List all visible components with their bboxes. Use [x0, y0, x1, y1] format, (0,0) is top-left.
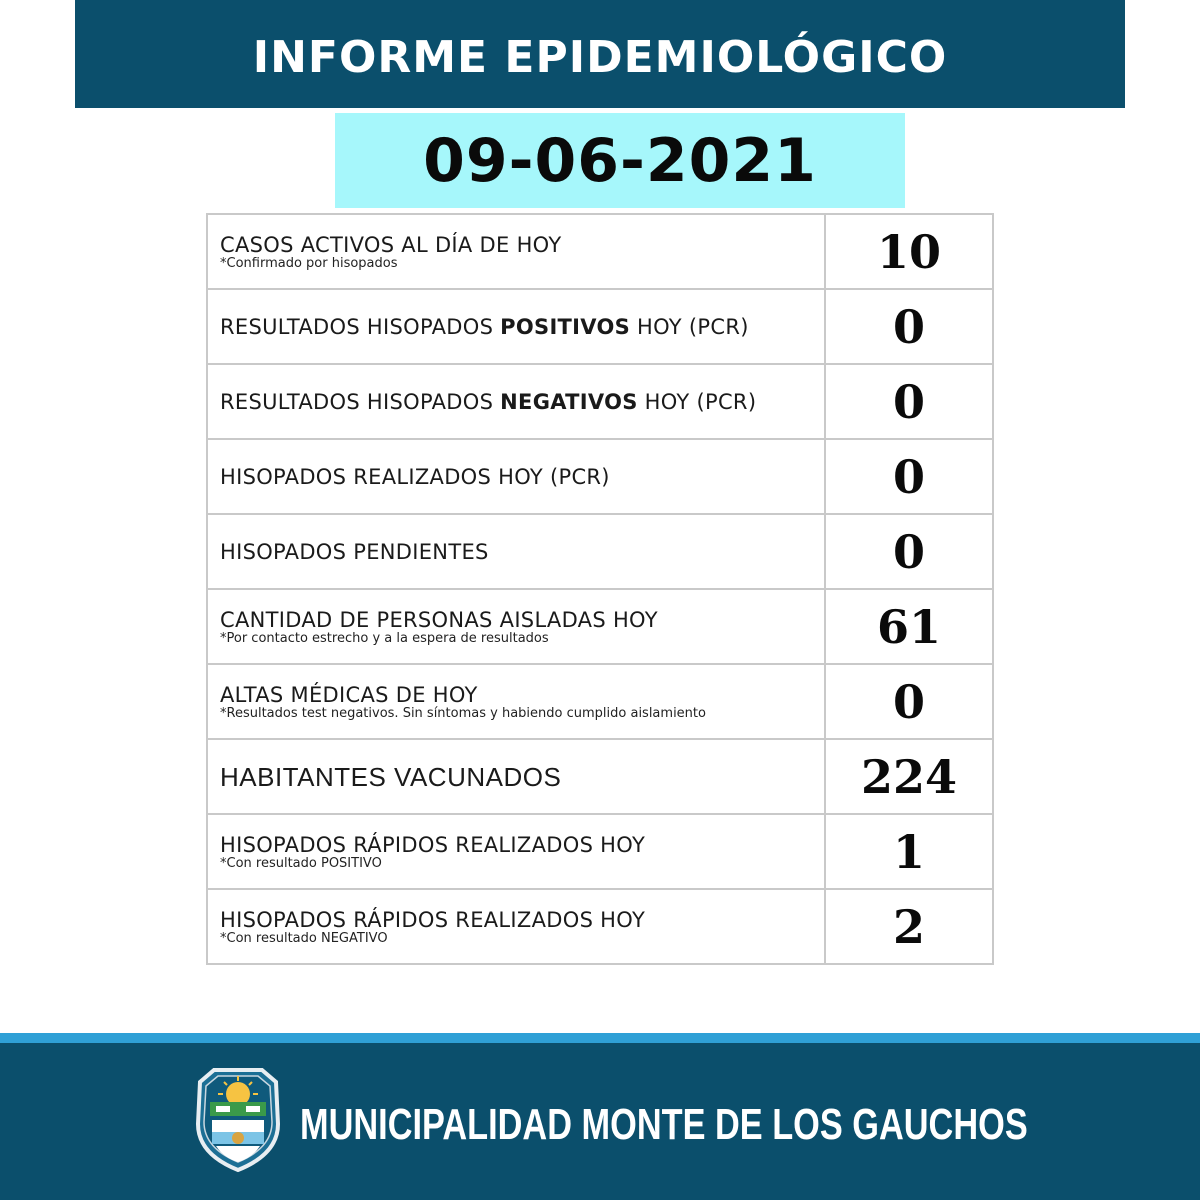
row-label: HISOPADOS RÁPIDOS REALIZADOS HOY: [220, 907, 646, 932]
row-label: [220, 390, 824, 414]
table-row: [207, 889, 993, 964]
row-value: 61: [825, 589, 993, 664]
table-row: [207, 514, 993, 589]
row-note: *Con resultado POSITIVO: [220, 855, 382, 871]
page-title: INFORME EPIDEMIOLÓGICO: [252, 31, 948, 83]
row-label-cell: [207, 889, 825, 964]
date-box: [335, 113, 905, 208]
row-label-cell: [207, 589, 825, 664]
table-row: [207, 739, 993, 814]
row-label-post: HOY (PCR): [637, 389, 757, 414]
report-table: [206, 213, 994, 965]
table-row: [207, 289, 993, 364]
row-label: CANTIDAD DE PERSONAS AISLADAS HOY: [220, 607, 658, 632]
row-value: 0: [825, 289, 993, 364]
header-banner: [75, 0, 1125, 108]
row-value: 224: [825, 739, 993, 814]
row-note: *Por contacto estrecho y a la espera de resultados: [220, 630, 549, 646]
row-label: HISOPADOS PENDIENTES: [220, 539, 489, 564]
row-value: 10: [825, 214, 993, 289]
row-value: 2: [825, 889, 993, 964]
row-label: ALTAS MÉDICAS DE HOY: [220, 682, 478, 707]
footer-stripe: [0, 1033, 1200, 1043]
row-label: HISOPADOS REALIZADOS HOY (PCR): [220, 464, 610, 489]
row-label-bold: POSITIVOS: [500, 314, 631, 339]
row-label-pre: RESULTADOS HISOPADOS: [220, 389, 501, 414]
row-label-cell: [207, 289, 825, 364]
row-note: *Con resultado NEGATIVO: [220, 930, 388, 946]
table-row: [207, 664, 993, 739]
row-label: HABITANTES VACUNADOS: [220, 761, 562, 792]
row-label-cell: [207, 439, 825, 514]
row-label: [220, 315, 824, 339]
municipal-crest-icon: [192, 1062, 284, 1174]
row-value: 0: [825, 514, 993, 589]
row-label-cell: [207, 364, 825, 439]
row-note: *Resultados test negativos. Sin síntomas y habiendo cumplido aislamiento: [220, 705, 706, 721]
table-row: [207, 214, 993, 289]
row-label-pre: RESULTADOS HISOPADOS: [220, 314, 501, 339]
table-row: [207, 589, 993, 664]
row-label-cell: [207, 514, 825, 589]
municipality-name: MUNICIPALIDAD MONTE DE LOS GAUCHOS: [300, 1100, 1028, 1149]
row-label: CASOS ACTIVOS AL DÍA DE HOY: [220, 232, 562, 257]
row-label-cell: [207, 664, 825, 739]
row-label-cell: [207, 214, 825, 289]
table-row: [207, 814, 993, 889]
row-value: 0: [825, 664, 993, 739]
row-note: *Confirmado por hisopados: [220, 255, 398, 271]
row-label-cell: [207, 739, 825, 814]
row-label-post: HOY (PCR): [630, 314, 749, 339]
table-row: [207, 439, 993, 514]
row-label: HISOPADOS RÁPIDOS REALIZADOS HOY: [220, 832, 646, 857]
row-value: 1: [825, 814, 993, 889]
row-value: 0: [825, 439, 993, 514]
row-label-cell: [207, 814, 825, 889]
report-date: 09-06-2021: [423, 125, 817, 196]
table-row: [207, 364, 993, 439]
row-label-bold: NEGATIVOS: [500, 389, 638, 414]
row-value: 0: [825, 364, 993, 439]
